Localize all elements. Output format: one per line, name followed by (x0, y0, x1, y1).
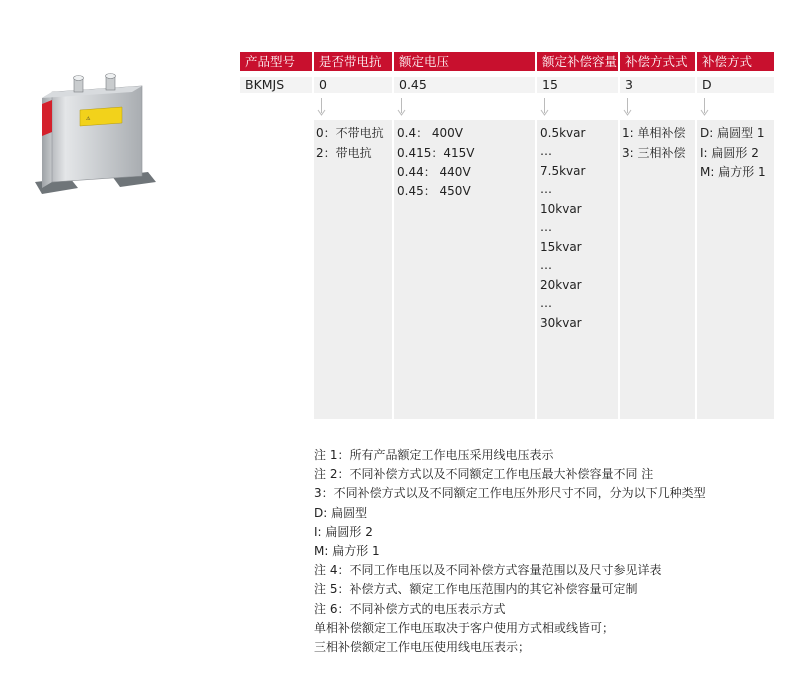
option-reactor: 0：不带电抗 (316, 126, 384, 140)
down-arrow-icon (700, 98, 709, 118)
option-capacity: 20kvar (540, 278, 582, 292)
option-shape: I: 扁圆形 2 (700, 146, 759, 160)
option-capacity: 15kvar (540, 240, 582, 254)
option-voltage: 0.45： 450V (397, 184, 471, 198)
down-arrow-icon (397, 98, 406, 118)
option-capacity: 30kvar (540, 316, 582, 330)
example-compensation: 3 (620, 77, 695, 93)
note-line: 单相补偿额定工作电压取决于客户使用方式相或线皆可； (314, 620, 615, 635)
note-line: 3：不同补偿方式以及不同额定工作电压外形尺寸不同，分为以下几种类型 (314, 486, 706, 501)
note-line: 注 2：不同补偿方式以及不同额定工作电压最大补偿容量不同 注 (314, 467, 654, 482)
note-line: M: 扁方形 1 (314, 544, 380, 559)
example-shape: D (697, 77, 774, 93)
option-compensation: 1: 单相补偿 (622, 126, 686, 140)
example-model: BKMJS (240, 77, 312, 93)
down-arrow-icon (623, 98, 632, 118)
header-model: 产品型号 (240, 52, 312, 71)
option-capacity: 0.5kvar (540, 126, 586, 140)
header-compensation: 补偿方式式 (620, 52, 695, 71)
capacitor-product-image (30, 70, 165, 210)
options-column-compensation (620, 120, 695, 419)
note-line: 注 1：所有产品额定工作电压采用线电压表示 (314, 448, 554, 462)
down-arrow-icon (540, 98, 549, 118)
note-line: 注 5：补偿方式、额定工作电压范围内的其它补偿容量可定制 (314, 582, 638, 597)
note-line: 三相补偿额定工作电压使用线电压表示； (314, 640, 531, 655)
notes-section (314, 446, 706, 657)
option-shape: M: 扁方形 1 (700, 165, 766, 179)
option-capacity: … (540, 144, 552, 158)
option-voltage: 0.4： 400V (397, 126, 464, 140)
option-voltage: 0.44： 440V (397, 165, 471, 179)
example-reactor: 0 (314, 77, 392, 93)
example-voltage: 0.45 (394, 77, 535, 93)
option-compensation: 3: 三相补偿 (622, 146, 686, 160)
option-shape: D: 扁圆型 1 (700, 126, 765, 140)
option-capacity: … (540, 220, 552, 234)
option-capacity: … (540, 182, 552, 196)
header-reactor: 是否带电抗 (314, 52, 392, 71)
example-capacity: 15 (537, 77, 618, 93)
option-reactor: 2：带电抗 (316, 146, 372, 160)
option-voltage: 0.415：415V (397, 146, 475, 160)
svg-text:⚠: ⚠ (86, 116, 91, 122)
note-line: 注 6：不同补偿方式的电压表示方式 (314, 601, 506, 616)
option-capacity: 10kvar (540, 202, 582, 216)
note-line: D: 扁圆型 (314, 505, 368, 520)
option-capacity: 7.5kvar (540, 164, 586, 178)
header-capacity: 额定补偿容量 (537, 52, 618, 71)
header-voltage: 额定电压 (394, 52, 535, 71)
header-shape: 补偿方式 (697, 52, 774, 71)
option-capacity: … (540, 258, 552, 272)
down-arrow-icon (317, 98, 326, 118)
options-column-reactor (314, 120, 392, 419)
note-line: I: 扁圆形 2 (314, 524, 373, 539)
note-line: 注 4：不同工作电压以及不同补偿方式容量范围以及尺寸参见详表 (314, 563, 662, 578)
option-capacity: … (540, 296, 552, 310)
